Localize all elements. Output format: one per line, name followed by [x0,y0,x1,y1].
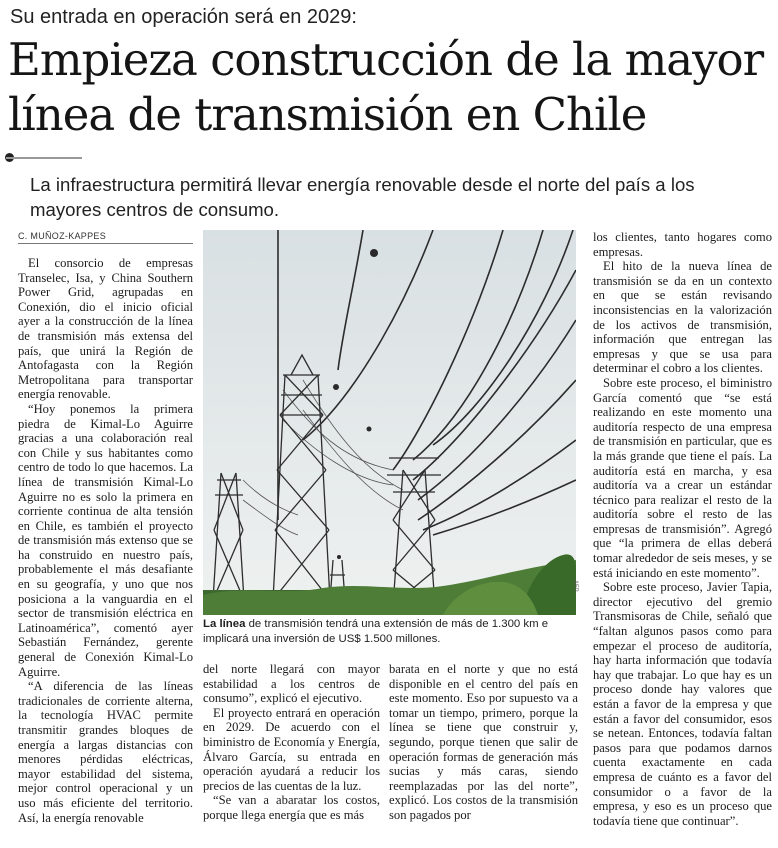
body-column-4 [593,230,772,846]
caption-text: de transmisión tendrá una extensión de más de 1.300 km e implicará una inversión de US$ 1.500 millones. [203,618,549,645]
byline: C. MUÑOZ-KAPPES [18,231,107,241]
paragraph: El proyecto entrará en operación en 2029. De acuerdo con el biministro de Economía y Energía, Álvaro García, su entrada en operación ayudará a reducir los precios de las cuentas de la luz. [203,705,380,793]
paragraph: El consorcio de empresas Transelec, Isa, y China Southern Power Grid, agrupadas en Conexión, dio el inicio oficial ayer a la construcción de la línea de transmisión más extensa del país, que unirá la Región de Antofagasta con la Región Metropolitana para transportar energía renovable. [18,256,193,402]
photo-credit: AFP [572,580,578,592]
byline-rule [18,243,193,244]
divider [6,157,82,159]
body-column-1 [18,256,193,846]
kicker: Su entrada en operación será en 2029: [10,6,357,28]
body-column-3 [389,662,578,846]
paragraph: “Se van a abaratar los costos, porque llega energía que es más [203,793,380,822]
paragraph: los clientes, tanto hogares como empresas. [593,230,772,259]
paragraph: Sobre este proceso, el biministro García comentó que “se está realizando en este momento una auditoría respecto de una empresa de transmisión en particular, que es la más grande que tiene el país. La auditoría está en marcha, y esa auditoría va a crear un estándar técnico para realizar el resto de la auditoría sobre el resto de las empresas de transmisión”. Agregó que “la primera de ellas deberá tomar alrededor de seis meses, y se está iniciando en este momento”. [593,375,772,580]
headline: Empieza construcción de la mayor línea de transmisión en Chile [8,33,764,141]
paragraph: del norte llegará con mayor estabilidad a los centros de consumo”, explicó el ejecutivo. [203,662,380,706]
article-photo [203,230,576,615]
paragraph: El hito de la nueva línea de transmisión se da en un contexto en que se están revisando inconsistencias en la valorización de los activos de transmisión, información que entregan las empresas y que se usa para determinar el cobro a los clientes. [593,259,772,376]
paragraph: “A diferencia de las líneas tradicionales de corriente alterna, la tecnología HVAC permite transmitir grandes bloques de energía a largas distancias con menores pérdidas eléctricas, mayor estabilidad del sistema, mejor control operacional y un uso más eficiente del territorio. Así, la energía renovable [18,679,193,825]
power-lines-image [203,230,576,615]
photo-caption [203,617,576,647]
paragraph: “Hoy ponemos la primera piedra de Kimal-Lo Aguirre gracias a una colaboración real con Chile y sus habitantes como centro de todo lo que hacemos. La línea de transmisión Kimal-Lo Aguirre no es solo la primera en corriente continua de alta tensión en Chile, es también el proyecto de transmisión más extenso que se ha construido en nuestro país, probablemente el más desafiante en su geografía, y uno que nos posiciona a la vanguardia en el sector de transmisión eléctrica en Latinoamérica”, comentó ayer Sebastián Fernández, gerente general de Conexión Kimal-Lo Aguirre. [18,401,193,679]
paragraph: Sobre este proceso, Javier Tapia, director ejecutivo del gremio Transmisoras de Chile, señaló que “faltan algunos pasos como para empezar el proceso de auditoría, hay harta información que todavía hay que trabajar. Lo que hay es un proceso donde hay valores que están a favor de la empresa y que están a favor del consumidor, esos se netean. Entonces, todavía faltan pasos para que podamos darnos cuenta exactamente en cada empresa de cuánto es a favor del consumidor o a favor de la empresa, y eso es un proceso que todavía tiene que continuar”. [593,580,772,828]
paragraph: barata en el norte y que no está disponible en el centro del país en este momento. Eso por supuesto va a tomar un tiempo, primero, porque la línea se tiene que construir y, segundo, porque tienen que salir de operación formas de generación más sucias y más caras, siendo reemplazadas por las del norte”, explicó. Los costos de la transmisión son pagados por [389,662,578,822]
subhead: La infraestructura permitirá llevar energía renovable desde el norte del país a los mayores centros de consumo. [30,174,695,220]
caption-lead: La línea [203,618,246,630]
body-column-2 [203,662,380,846]
